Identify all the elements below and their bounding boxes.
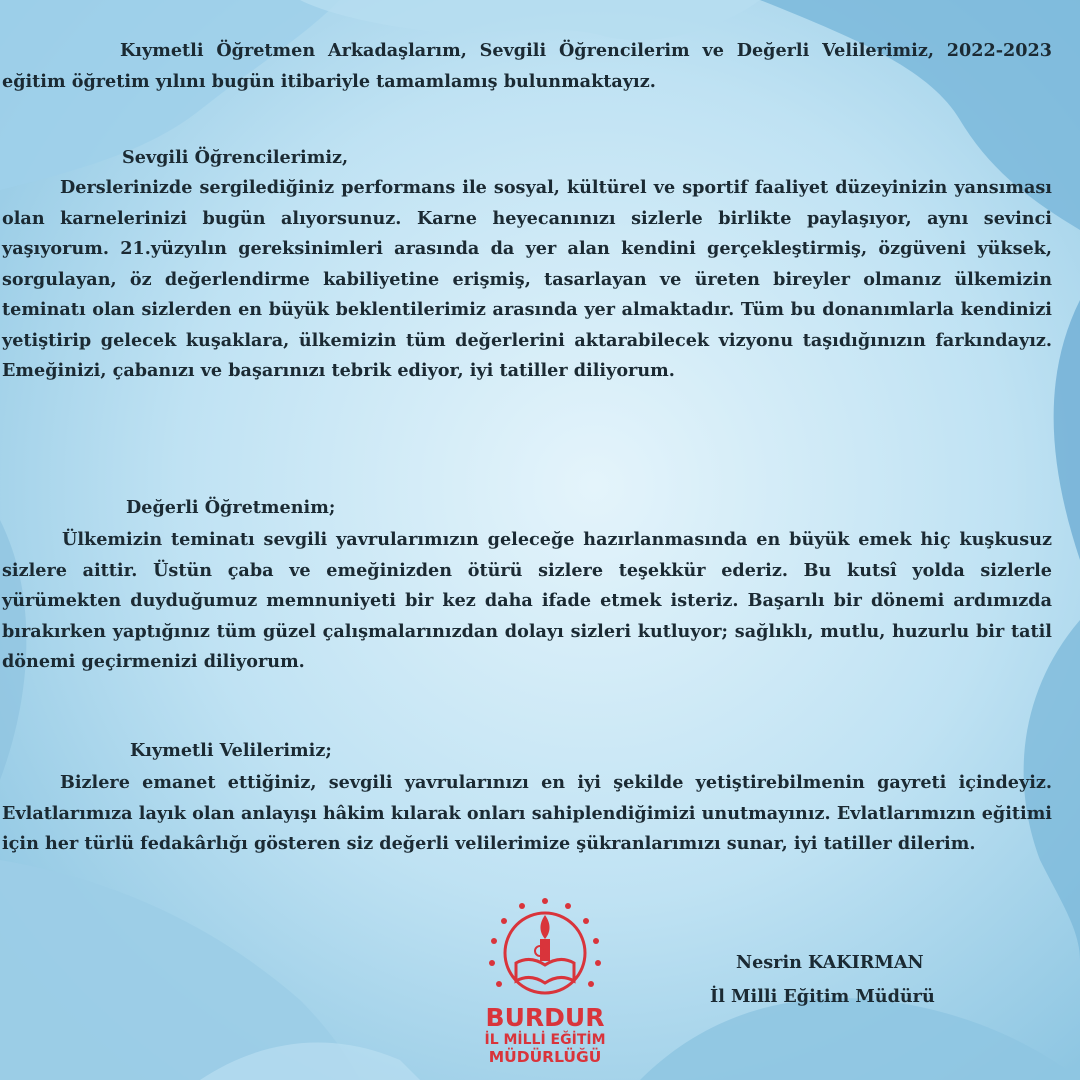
students-salutation: Sevgili Öğrencilerimiz, — [122, 147, 349, 168]
students-paragraph: Derslerinizde sergilediğiniz performans ile sosyal, kültürel ve sportif faaliyet düzeyinizin yansıması olan karnelerinizi bugün alıyorsunuz. Karne heyecanınızı sizlerle birlikte paylaşıyor, aynı sevinci yaşıyorum. 21.yüzyılın gereksinimleri arasında da yer alan kendini gerçekleştirmiş, özgüveni yüksek, sorgulayan, öz değerlendirme kabiliyetine erişmiş, tasarlayan ve üreten bireyler olmanız ülkemizin teminatı olan sizlerden en büyük beklentilerimiz arasında yer almaktadır. Tüm bu donanımlarla kendinizi yetiştirip gelecek kuşaklara, ülkemizin tüm değerlerini aktarabilecek vizyonu taşıdığınızın farkındayız. Emeğinizi, çabanızı ve başarınızı tebrik ediyor, iyi tatiller diliyorum. — [2, 177, 1052, 381]
signature-name: Nesrin KAKIRMAN — [736, 952, 924, 973]
logo-text-directorate-line: İL MİLLİ EĞİTİM — [484, 1032, 606, 1048]
teachers-salutation: Değerli Öğretmenim; — [126, 497, 336, 518]
parents-salutation: Kıymetli Velilerimiz; — [130, 740, 332, 761]
teachers-paragraph: Ülkemizin teminatı sevgili yavrularımızın geleceğe hazırlanmasında en büyük emek hiç kuşkusuz sizlere aittir. Üstün çaba ve emeğinizden ötürü sizlere teşekkür ederiz. Bu kutsî yolda sizlerle yürümekten duyduğumuz memnuniyeti bir kez daha ifade etmek isteriz. Başarılı bir dönemi ardımızda bırakırken yaptığınız tüm güzel çalışmalarınızdan dolayı sizleri kutluyor; sağlıklı, mutlu, huzurlu bir tatil dönemi geçirmenizi diliyorum. — [2, 529, 1052, 672]
intro-paragraph: Kıymetli Öğretmen Arkadaşlarım, Sevgili Öğrencilerim ve Değerli Velilerimiz, 2022-2023 eğitim öğretim yılını bugün itibariyle tamamlamış bulunmaktayız. — [2, 40, 1052, 92]
logo-text-burdur: BURDUR — [485, 1003, 605, 1032]
parents-paragraph: Bizlere emanet ettiğiniz, sevgili yavrularınızı en iyi şekilde yetiştirebilmenin gayreti içindeyiz. Evlatlarımıza layık olan anlayışı hâkim kılarak onları sahiplendiğimizi unutmayınız. Evlatlarımızın eğitimi için her türlü fedakârlığı gösteren siz değerli velilerimize şükranlarımızı sunar, iyi tatiller dilerim. — [2, 772, 1052, 854]
logo-text-mudurlugu: MÜDÜRLÜĞÜ — [488, 1048, 602, 1066]
signature-title: İl Milli Eğitim Müdürü — [710, 986, 935, 1007]
